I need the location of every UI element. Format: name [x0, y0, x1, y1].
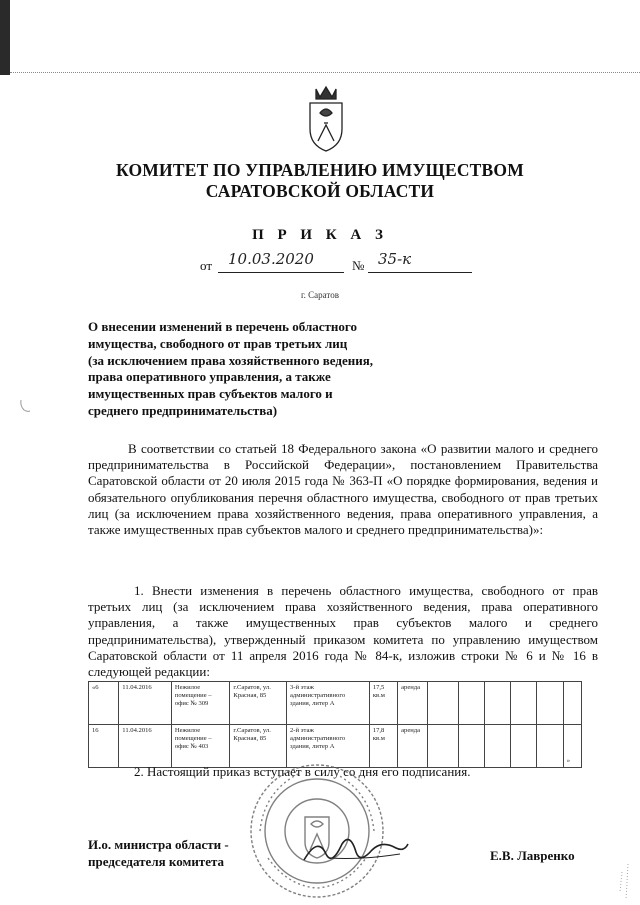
handwritten-signature-icon: [300, 830, 410, 870]
number-handwritten: 35-к: [378, 250, 412, 268]
table-cell: 3-й этаж административного здания, литер А: [286, 682, 369, 725]
table-cell: 16: [89, 725, 119, 768]
organization-name-line1: КОМИТЕТ ПО УПРАВЛЕНИЮ ИМУЩЕСТВОМ: [116, 160, 524, 180]
number-underline: [368, 272, 472, 273]
signatory-position-line1: И.о. министра области -: [88, 837, 229, 852]
table-cell: [484, 682, 510, 725]
table-cell: 17,8 кв.м: [369, 725, 397, 768]
table-row: [89, 682, 582, 725]
amended-rows-table: [88, 681, 582, 768]
body-paragraph-item2: 2. Настоящий приказ вступает в силу со дня его подписания.: [134, 764, 471, 779]
scan-dotted-rule: [10, 72, 640, 73]
table-cell: [458, 682, 484, 725]
subject-line: О внесении изменений в перечень областного: [88, 319, 357, 334]
table-cell: [484, 725, 510, 768]
table-cell: [511, 682, 537, 725]
number-label: №: [352, 258, 365, 273]
scan-top-border: [0, 0, 640, 75]
subject-line: (за исключением права хозяйственного ведения,: [88, 352, 373, 368]
signatory-position: [88, 837, 229, 870]
city-label: г. Саратов: [301, 290, 339, 300]
table-cell: [511, 725, 537, 768]
table-cell: 2-й этаж административного здания, литер А: [286, 725, 369, 768]
scan-speck-icon: [18, 398, 32, 414]
table-cell: 17,5 кв.м: [369, 682, 397, 725]
body-paragraph-preamble: В соответствии со статьей 18 Федерального закона «О развитии малого и среднего предпринимательства в Российской Федерации», постановлением Правительства Саратовской области от 20 июля 2015 года № 363-П «О порядке формирования, ведения и обязательного опубликования перечня областного имущества, свободного от прав третьих лиц (за исключением права хозяйственного ведения, права оперативного управления, а также имущественных прав субъектов малого и среднего предпринимательства)»:: [88, 441, 598, 538]
table-cell: Нежилое помещение – офис № 309: [171, 682, 230, 725]
signatory-position-line2: председателя комитета: [88, 853, 225, 869]
subject-line: имущества, свободного от прав третьих лиц: [88, 335, 348, 351]
subject-line: имущественных прав субъектов малого и: [88, 386, 333, 402]
saratov-coat-of-arms-icon: [300, 85, 352, 153]
table-cell: [537, 725, 563, 768]
scan-edge-noise-icon: [600, 862, 630, 902]
document-type-heading: П Р И К А З: [252, 227, 388, 243]
table-cell: »: [563, 725, 581, 768]
table-cell: [563, 682, 581, 725]
subject-line: среднего предпринимательства): [88, 402, 278, 418]
table-cell: г.Саратов, ул. Красная, 85: [230, 682, 287, 725]
table-cell: аренда: [398, 725, 428, 768]
organization-name-line2: САРАТОВСКОЙ ОБЛАСТИ: [205, 181, 435, 201]
table-cell: [428, 682, 458, 725]
date-handwritten: 10.03.2020: [228, 250, 314, 268]
table-cell: 11.04.2016: [119, 725, 172, 768]
scan-edge-shadow: [0, 0, 10, 75]
table-cell: аренда: [398, 682, 428, 725]
table-cell: [458, 725, 484, 768]
table-cell: [428, 725, 458, 768]
subject-line: права оперативного управления, а также: [88, 369, 331, 385]
table-cell: Нежилое помещение – офис № 403: [171, 725, 230, 768]
table-cell: 11.04.2016: [119, 682, 172, 725]
body-paragraph-item1: 1. Внести изменения в перечень областного имущества, свободного от прав третьих лиц (за исключением права хозяйственного ведения, права оперативного управления, а также имущественных прав субъектов малого и среднего предпринимательства), утвержденный приказом комитета по управлению имуществом Саратовской области от 11 апреля 2016 года № 84-к, изложив строки № 6 и № 16 в следующей редакции:: [88, 583, 598, 680]
subject-block: [88, 319, 428, 420]
table-cell: [537, 682, 563, 725]
table-cell: «6: [89, 682, 119, 725]
table-cell: г.Саратов, ул. Красная, 85: [230, 725, 287, 768]
date-label: от: [200, 258, 213, 273]
date-underline: [218, 272, 344, 273]
signatory-name: Е.В. Лавренко: [490, 848, 575, 863]
